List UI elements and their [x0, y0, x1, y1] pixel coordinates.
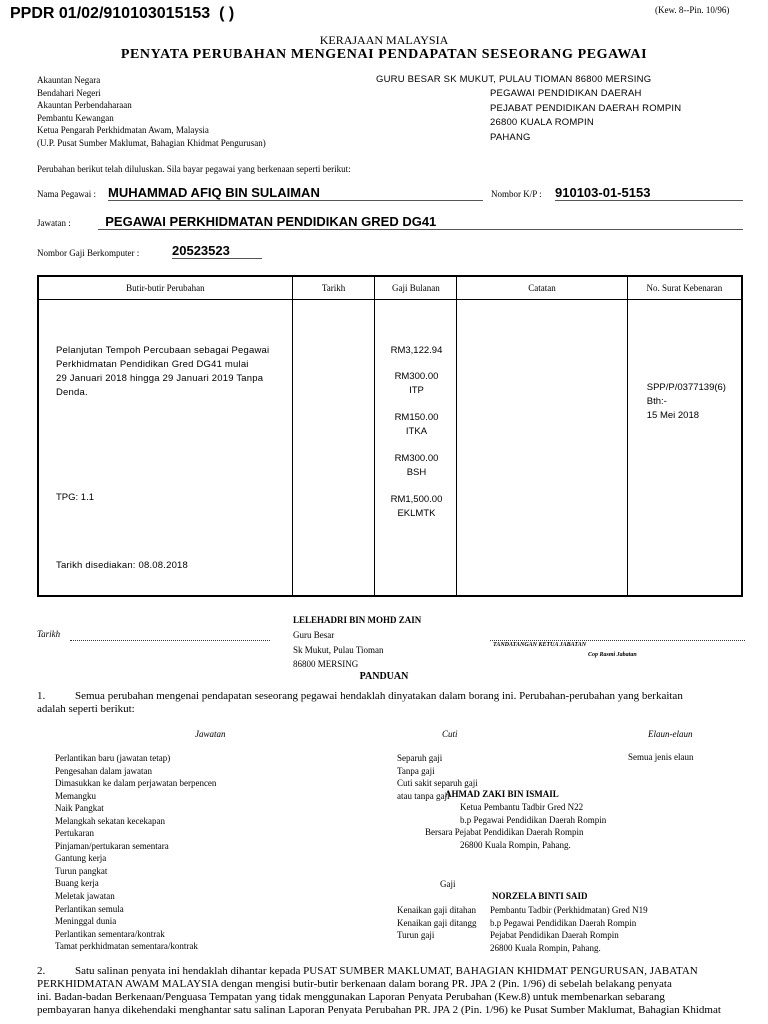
- guide-paragraph-2-block: [0, 962, 768, 1024]
- address-line: PEGAWAI PENDIDIKAN DAERAH: [490, 88, 642, 100]
- allowance-amount: RM150.00: [394, 412, 439, 423]
- signatory-1-title: Ketua Pembantu Tadbir Gred N22: [460, 802, 584, 812]
- officer-name: MUHAMMAD AFIQ BIN SULAIMAN: [108, 185, 483, 201]
- list-item: Perlantikan semula: [55, 903, 124, 914]
- list-item: Meletak jawatan: [55, 891, 115, 902]
- guide-paragraph-2-cont: PERKHIDMATAN AWAM MALAYSIA dengan mengisi butir-butir berkenaan dalam borang PR. JPA 2 (Pin. 1/96) di sebelah belakang penyata: [37, 978, 672, 990]
- allowance-code: ITP: [409, 385, 424, 396]
- recipients-left: [37, 74, 266, 150]
- table-row: [38, 300, 742, 597]
- list-item: Naik Pangkat: [55, 803, 104, 814]
- recipient-line: Akauntan Perbendaharaan: [37, 100, 132, 111]
- head-signature-label: TANDATANGAN KETUA JABATAN: [493, 642, 587, 648]
- date-cell: [292, 300, 375, 597]
- signatory-details: [293, 628, 384, 672]
- guide-title: PANDUAN: [359, 671, 409, 682]
- signatory-1-line: b.p Pegawai Pendidikan Daerah Rompin: [460, 815, 607, 825]
- signatory-1-line: Bersara Pejabat Pendidikan Daerah Rompin: [425, 827, 584, 837]
- list-item: Memangku: [55, 790, 96, 801]
- list-item: Kenaikan gaji ditahan: [397, 905, 476, 915]
- name-label: Nama Pegawai :: [37, 189, 96, 199]
- recipient-line: Bendahari Negeri: [37, 87, 101, 98]
- change-description: [56, 344, 269, 400]
- intro-text: Perubahan berikut telah diluluskan. Sila bayar pegawai yang berkenaan seperti berikut:: [37, 164, 351, 174]
- changes-table: [37, 275, 743, 597]
- post-label: Jawatan :: [37, 218, 71, 228]
- allowance-code: ITKA: [405, 426, 428, 437]
- list-item: Meninggal dunia: [55, 916, 117, 927]
- allowance-item: Semua jenis elaun: [628, 752, 694, 762]
- notes-cell: [457, 300, 627, 597]
- list-item: Buang kerja: [55, 878, 99, 889]
- signatory-2-details: [490, 904, 648, 954]
- guide-item-number: 2.: [37, 965, 46, 977]
- list-item: Pinjaman/pertukaran sementara: [55, 840, 169, 851]
- table-header-row: [38, 276, 742, 300]
- officer-post: [98, 214, 743, 230]
- recipient-line: (U.P. Pusat Sumber Maklumat, Bahagian Khidmat Pengurusan): [37, 137, 266, 148]
- list-item: Turun pangkat: [55, 865, 108, 876]
- signatory-2-line: 26800 Kuala Rompin, Pahang.: [490, 942, 601, 953]
- signatory-1-name: AHMAD ZAKI BIN ISMAIL: [445, 789, 559, 799]
- approval-letter: [647, 381, 726, 423]
- list-item: Pertukaran: [55, 828, 94, 839]
- salary-breakdown: [375, 344, 457, 521]
- guide-paragraph-1-cont: adalah seperti berikut:: [37, 703, 135, 715]
- salary-basic: RM3,122.94: [390, 345, 443, 356]
- description-line: 29 Januari 2018 hingga 29 Januari 2019 Tanpa: [56, 373, 264, 384]
- form-code: (Kew. 8--Pin. 10/96): [655, 5, 730, 15]
- address-line: PAHANG: [490, 131, 531, 143]
- signatory-2-line: Pembantu Tadbir (Perkhidmatan) Gred N19: [490, 905, 648, 915]
- col-header-salary: Gaji Bulanan: [375, 276, 457, 300]
- signature-line: [490, 640, 745, 641]
- letter-ref: SPP/P/0377139(6): [646, 382, 726, 393]
- col-head-allowance: Elaun-elaun: [648, 729, 693, 739]
- signatory-line: 86800 MERSING: [293, 659, 359, 669]
- signatory-1-line: 26800 Kuala Rompin, Pahang.: [460, 840, 571, 850]
- salary-cell: [375, 300, 457, 597]
- post-value: PEGAWAI PERKHIDMATAN PENDIDIKAN GRED DG41: [105, 214, 437, 229]
- recipient-line: Ketua Pengarah Perkhidmatan Awam, Malaysia: [37, 125, 209, 136]
- government-heading: KERAJAAN MALAYSIA: [319, 33, 449, 47]
- guide-paragraph-1: Semua perubahan mengenai pendapatan seseorang pegawai hendaklah dinyatakan dalam borang ini. Perubahan-perubahan yang berkaitan: [75, 690, 683, 702]
- tpg-value: TPG: 1.1: [56, 492, 95, 503]
- allowance-amount: RM300.00: [394, 371, 439, 382]
- kp-label: Nombor K/P :: [491, 189, 542, 199]
- description-line: Pelanjutan Tempoh Percubaan sebagai Pegawai: [56, 345, 270, 356]
- address-line: 26800 KUALA ROMPIN: [490, 117, 594, 129]
- post-change-list: [55, 752, 216, 953]
- col-header-letter: No. Surat Kebenaran: [627, 276, 742, 300]
- details-cell: [38, 300, 292, 597]
- list-item: Perlantikan sementara/kontrak: [55, 928, 165, 939]
- allowance-code: EKLMTK: [397, 508, 436, 519]
- col-header-notes: Catatan: [457, 276, 627, 300]
- form-title: PENYATA PERUBAHAN MENGENAI PENDAPATAN SESEORANG PEGAWAI: [120, 47, 648, 62]
- recipient-line: Akauntan Negara: [37, 75, 101, 85]
- signatory-2-line: b.p Pegawai Pendidikan Daerah Rompin: [490, 917, 637, 928]
- recipients-right: [376, 73, 681, 145]
- letter-bth: Bth:-: [646, 396, 667, 407]
- address-line: PEJABAT PENDIDIKAN DAERAH ROMPIN: [490, 102, 682, 114]
- guide-item-number: 1.: [37, 690, 46, 702]
- prepared-date: Tarikh disediakan: 08.08.2018: [56, 560, 189, 571]
- salary-number-label: Nombor Gaji Berkomputer :: [37, 248, 140, 258]
- col-head-leave: Cuti: [442, 729, 458, 739]
- list-item: Gantung kerja: [55, 853, 107, 864]
- signatory-line: Guru Besar: [293, 630, 335, 640]
- salary-number: 20523523: [172, 243, 262, 259]
- guide-paragraph-2-cont: pembayaran hanya dikehendaki menghantar satu salinan Laporan Penyata Perubahan PR. JPA 2 (Pin. 1/96) ke Pusat Sumber Maklumat, Bahagian Khidmat: [37, 1004, 721, 1016]
- col-header-details: Butir-butir Perubahan: [38, 276, 292, 300]
- signatory-name: LELEHADRI BIN MOHD ZAIN: [293, 615, 422, 625]
- list-item: Tanpa gaji: [397, 765, 435, 776]
- allowance-code: BSH: [406, 467, 427, 478]
- list-item: Separuh gaji: [397, 753, 443, 763]
- list-item: Tamat perkhidmatan sementara/kontrak: [55, 941, 198, 952]
- allowance-amount: RM300.00: [394, 453, 439, 464]
- salary-head: Gaji: [440, 879, 456, 889]
- salary-change-list: [397, 904, 476, 942]
- letter-date: 15 Mei 2018: [646, 410, 700, 421]
- date-line: [70, 640, 270, 641]
- list-item: Dimasukkan ke dalam perjawatan berpencen: [55, 778, 217, 789]
- list-item: Kenaikan gaji ditangg: [397, 917, 477, 928]
- col-header-date: Tarikh: [292, 276, 375, 300]
- ic-number: 910103-01-5153: [555, 185, 743, 201]
- list-item: atau tanpa gaji: [397, 790, 450, 801]
- list-item: Cuti sakit separuh gaji: [397, 778, 478, 789]
- signatory-line: Sk Mukut, Pulau Tioman: [293, 644, 384, 655]
- signatory-2-name: NORZELA BINTI SAID: [492, 891, 588, 901]
- description-line: Perkhidmatan Pendidikan Gred DG41 mulai: [56, 359, 249, 370]
- allowance-amount: RM1,500.00: [390, 494, 443, 505]
- guide-paragraph-2: Satu salinan penyata ini hendaklah dihantar kepada PUSAT SUMBER MAKLUMAT, BAHAGIAN KHIDMAT PENGURUSAN, JABATAN: [75, 965, 698, 977]
- address-line: GURU BESAR SK MUKUT, PULAU TIOMAN 86800 MERSING: [376, 74, 652, 85]
- recipient-line: Pembantu Kewangan: [37, 112, 114, 123]
- col-head-post: Jawatan: [195, 729, 226, 739]
- list-item: Melangkah sekatan kecekapan: [55, 815, 165, 826]
- description-line: Denda.: [56, 387, 88, 398]
- signatory-2-line: Pejabat Pendidikan Daerah Rompin: [490, 930, 619, 941]
- date-label: Tarikh: [37, 629, 61, 639]
- list-item: Perlantikan baru (jawatan tetap): [55, 753, 171, 763]
- list-item: Pengesahan dalam jawatan: [55, 765, 152, 776]
- guide-paragraph-2-cont: ini. Badan-badan Berkenaan/Penguasa Tempatan yang tidak menggunakan Laporan Penyata Perubahan (Kew.8) untuk membenarkan sebarang: [37, 991, 665, 1003]
- official-stamp-label: Cop Rasmi Jabatan: [588, 652, 637, 658]
- list-item: Turun gaji: [397, 930, 435, 941]
- reference-number: PPDR 01/02/910103015153 ( ): [10, 5, 235, 22]
- letter-cell: [627, 300, 742, 597]
